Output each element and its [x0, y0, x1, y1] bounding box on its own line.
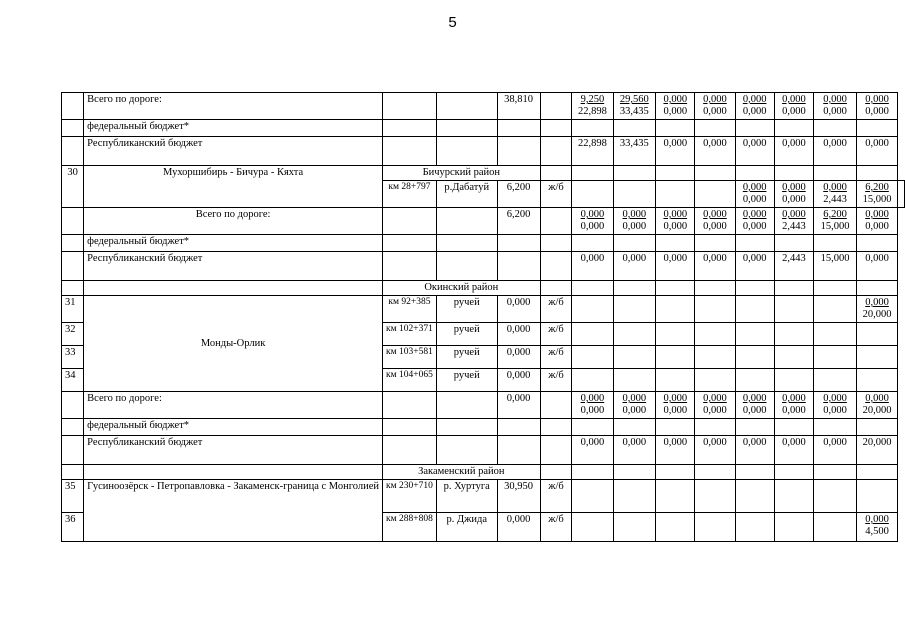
table-cell: [774, 513, 813, 542]
federal-budget-label: федеральный бюджет*: [84, 120, 383, 137]
value-cell: 0,000 20,000: [857, 392, 898, 419]
table-cell: [613, 296, 656, 323]
table-cell: [436, 419, 497, 436]
object-cell: ручей: [436, 296, 497, 323]
length-cell: 0,000: [497, 323, 540, 346]
table-cell: [572, 281, 613, 296]
table-cell: [540, 252, 572, 281]
value-cell: 0,000 0,000: [857, 93, 898, 120]
table-cell: [383, 436, 437, 465]
value-cell: 0,000 0,000: [695, 93, 735, 120]
value-cell: 0,000 0,000: [814, 392, 857, 419]
table-cell: [540, 281, 572, 296]
table-cell: [656, 281, 695, 296]
table-cell: [540, 436, 572, 465]
km-cell: км 288+808: [383, 513, 437, 542]
row-number: 34: [62, 369, 84, 392]
value-cell: 0,000: [814, 436, 857, 465]
total-road-label: Всего по дороге:: [84, 93, 383, 120]
table-cell: [84, 465, 383, 480]
table-cell: [774, 369, 813, 392]
value-cell: 0,000: [613, 436, 656, 465]
republic-budget-label: Республиканский бюджет: [84, 252, 383, 281]
table-cell: [62, 93, 84, 120]
table-cell: [857, 480, 898, 513]
district-heading: Окинский район: [383, 281, 541, 296]
table-cell: [735, 480, 774, 513]
row-number: 35: [62, 480, 84, 513]
table-cell: [436, 235, 497, 252]
value-cell: 0,000: [735, 436, 774, 465]
type-cell: ж/б: [540, 296, 572, 323]
table-cell: [814, 480, 857, 513]
value-cell: 0,000: [735, 252, 774, 281]
length-cell: 0,000: [497, 346, 540, 369]
district-row: [62, 281, 905, 296]
value-cell: 0,000: [735, 137, 774, 166]
table-cell: [656, 296, 695, 323]
table-cell: [572, 513, 613, 542]
table-cell: [735, 166, 774, 181]
value-cell: 0,000 0,000: [572, 392, 613, 419]
table-cell: [572, 346, 613, 369]
table-cell: [656, 181, 695, 208]
table-cell: [898, 181, 905, 208]
table-cell: [774, 235, 813, 252]
table-cell: [62, 436, 84, 465]
table-cell: [695, 281, 735, 296]
value-cell: 22,898: [572, 137, 613, 166]
value-cell: 0,000 0,000: [814, 93, 857, 120]
table-cell: [857, 166, 898, 181]
table-cell: [62, 465, 84, 480]
table-cell: [383, 392, 437, 419]
value-cell: 0,000 20,000: [857, 296, 898, 323]
value-cell: 0,000 0,000: [857, 208, 898, 235]
table-cell: [735, 419, 774, 436]
value-cell: 0,000: [814, 137, 857, 166]
table-cell: [572, 120, 613, 137]
table-cell: [695, 296, 735, 323]
table-cell: [695, 465, 735, 480]
object-cell: р. Джида: [436, 513, 497, 542]
value-cell: 0,000 0,000: [774, 93, 813, 120]
table-cell: [540, 235, 572, 252]
table-cell: [814, 465, 857, 480]
value-cell: 0,000: [572, 436, 613, 465]
length-cell: 0,000: [497, 369, 540, 392]
row-number: 36: [62, 513, 84, 542]
table-cell: [695, 369, 735, 392]
table-cell: [613, 480, 656, 513]
table-cell: [774, 166, 813, 181]
table-row: [62, 252, 905, 281]
value-cell: 0,000: [695, 252, 735, 281]
type-cell: ж/б: [540, 513, 572, 542]
table-row: [62, 235, 905, 252]
table-cell: [656, 419, 695, 436]
value-cell: 6,200 15,000: [814, 208, 857, 235]
length-cell: 30,950: [497, 480, 540, 513]
table-cell: [540, 392, 572, 419]
type-cell: ж/б: [540, 181, 572, 208]
table-cell: [497, 436, 540, 465]
value-cell: 0,000: [656, 252, 695, 281]
object-cell: р. Хуртуга: [436, 480, 497, 513]
table-cell: [540, 120, 572, 137]
value-cell: 0,000: [774, 137, 813, 166]
value-cell: 0,000 0,000: [735, 392, 774, 419]
table-row: [62, 120, 905, 137]
page-number: 5: [448, 14, 457, 31]
table-cell: [814, 513, 857, 542]
table-cell: [774, 296, 813, 323]
table-cell: [383, 419, 437, 436]
table-cell: [62, 137, 84, 166]
road-name: Монды-Орлик: [84, 296, 383, 392]
table-cell: [814, 346, 857, 369]
table-cell: [436, 436, 497, 465]
table-cell: [497, 252, 540, 281]
table-cell: [656, 235, 695, 252]
value-cell: 0,000 0,000: [774, 181, 813, 208]
value-cell: 0,000 0,000: [613, 208, 656, 235]
table-cell: [735, 235, 774, 252]
table-cell: [774, 120, 813, 137]
republic-budget-label: Республиканский бюджет: [84, 436, 383, 465]
row-number: 30: [62, 166, 84, 208]
row-number: 32: [62, 323, 84, 346]
value-cell: 0,000 0,000: [656, 208, 695, 235]
object-cell: ручей: [436, 323, 497, 346]
km-cell: км 104+065: [383, 369, 437, 392]
table-cell: [436, 252, 497, 281]
table-cell: [695, 419, 735, 436]
road-name: Гусиноозёрск - Петропавловка - Закаменск-граница с Монголией: [84, 480, 383, 542]
value-cell: 0,000: [656, 436, 695, 465]
table-cell: [857, 465, 898, 480]
table-row: [62, 480, 905, 513]
table-cell: [540, 93, 572, 120]
table-cell: [857, 235, 898, 252]
table-cell: [695, 323, 735, 346]
table-cell: [62, 392, 84, 419]
value-cell: 0,000 0,000: [735, 181, 774, 208]
table-cell: [814, 369, 857, 392]
object-cell: ручей: [436, 369, 497, 392]
table-cell: [613, 181, 656, 208]
table-cell: [814, 296, 857, 323]
value-cell: 0,000: [774, 436, 813, 465]
value-cell: 0,000 0,000: [656, 392, 695, 419]
table-cell: [540, 166, 572, 181]
table-cell: [814, 120, 857, 137]
table-cell: [735, 346, 774, 369]
table-cell: [814, 419, 857, 436]
table-cell: [656, 323, 695, 346]
value-cell: 6,200 15,000: [857, 181, 898, 208]
object-cell: р.Дабатуй: [436, 181, 497, 208]
road-name: Мухоршибирь - Бичура - Кяхта: [84, 166, 383, 208]
row-number: 33: [62, 346, 84, 369]
table-cell: [857, 369, 898, 392]
table-cell: [540, 419, 572, 436]
table-cell: [695, 346, 735, 369]
table-cell: [540, 208, 572, 235]
table-cell: [613, 120, 656, 137]
table-cell: [383, 137, 437, 166]
table-cell: [656, 369, 695, 392]
value-cell: 9,250 22,898: [572, 93, 613, 120]
table-cell: [735, 465, 774, 480]
value-cell: 0,000 4,500: [857, 513, 898, 542]
table-cell: [695, 120, 735, 137]
table-cell: [383, 252, 437, 281]
table-row: [62, 436, 905, 465]
federal-budget-label: федеральный бюджет*: [84, 235, 383, 252]
table-cell: [62, 252, 84, 281]
value-cell: 29,560 33,435: [613, 93, 656, 120]
table-cell: [656, 346, 695, 369]
table-row: [62, 93, 905, 120]
table-cell: [774, 419, 813, 436]
value-cell: 0,000: [695, 137, 735, 166]
value-cell: 20,000: [857, 436, 898, 465]
table-cell: [613, 419, 656, 436]
table-cell: [62, 419, 84, 436]
table-cell: [84, 281, 383, 296]
table-cell: [572, 419, 613, 436]
table-cell: [383, 93, 437, 120]
table-row: [62, 392, 905, 419]
table-cell: [695, 235, 735, 252]
table-cell: [62, 120, 84, 137]
table-cell: [857, 120, 898, 137]
length-cell: 0,000: [497, 392, 540, 419]
value-cell: 0,000 0,000: [735, 208, 774, 235]
district-row: [62, 166, 905, 181]
total-road-label: Всего по дороге:: [84, 392, 383, 419]
table-cell: [436, 137, 497, 166]
row-number: 31: [62, 296, 84, 323]
table-cell: [814, 166, 857, 181]
table-cell: [497, 235, 540, 252]
km-cell: км 28+797: [383, 181, 437, 208]
table-cell: [383, 120, 437, 137]
table-cell: [735, 323, 774, 346]
republic-budget-label: Республиканский бюджет: [84, 137, 383, 166]
table-cell: [572, 166, 613, 181]
table-cell: [774, 323, 813, 346]
table-cell: [572, 235, 613, 252]
table-cell: [572, 323, 613, 346]
table-cell: [572, 181, 613, 208]
table-cell: [436, 208, 497, 235]
value-cell: 0,000 0,000: [735, 93, 774, 120]
table-cell: [735, 296, 774, 323]
length-cell: 0,000: [497, 513, 540, 542]
table-cell: [656, 120, 695, 137]
type-cell: ж/б: [540, 346, 572, 369]
table-cell: [613, 369, 656, 392]
table-row: [62, 419, 905, 436]
value-cell: 0,000: [857, 252, 898, 281]
km-cell: км 103+581: [383, 346, 437, 369]
table-cell: [857, 419, 898, 436]
table-cell: [383, 235, 437, 252]
table-cell: [857, 346, 898, 369]
type-cell: ж/б: [540, 323, 572, 346]
table-cell: [735, 281, 774, 296]
table-cell: [695, 513, 735, 542]
value-cell: 0,000: [857, 137, 898, 166]
value-cell: 0,000 2,443: [814, 181, 857, 208]
table-cell: [613, 281, 656, 296]
value-cell: 0,000: [613, 252, 656, 281]
table-cell: [613, 513, 656, 542]
value-cell: 0,000: [572, 252, 613, 281]
km-cell: км 102+371: [383, 323, 437, 346]
value-cell: 33,435: [613, 137, 656, 166]
length-cell: 6,200: [497, 181, 540, 208]
table-cell: [774, 346, 813, 369]
table-cell: [62, 208, 84, 235]
table-cell: [695, 181, 735, 208]
table-cell: [62, 235, 84, 252]
table-cell: [436, 392, 497, 419]
length-cell: 0,000: [497, 296, 540, 323]
value-cell: 2,443: [774, 252, 813, 281]
table-cell: [383, 208, 437, 235]
district-row: [62, 465, 905, 480]
table-cell: [497, 137, 540, 166]
table-cell: [814, 281, 857, 296]
value-cell: 0,000 0,000: [613, 392, 656, 419]
table-cell: [857, 281, 898, 296]
length-cell: 6,200: [497, 208, 540, 235]
table-cell: [814, 235, 857, 252]
table-cell: [774, 465, 813, 480]
table-cell: [613, 323, 656, 346]
table-cell: [572, 465, 613, 480]
table-cell: [497, 419, 540, 436]
table-cell: [857, 323, 898, 346]
value-cell: 0,000: [695, 436, 735, 465]
table-cell: [436, 93, 497, 120]
type-cell: ж/б: [540, 369, 572, 392]
table-cell: [774, 480, 813, 513]
km-cell: км 230+710: [383, 480, 437, 513]
district-heading: Закаменский район: [383, 465, 541, 480]
table-cell: [774, 281, 813, 296]
table-cell: [735, 369, 774, 392]
table-cell: [62, 281, 84, 296]
table-cell: [735, 120, 774, 137]
value-cell: 15,000: [814, 252, 857, 281]
table-row: [62, 208, 905, 235]
total-road-label: Всего по дороге:: [84, 208, 383, 235]
value-cell: 0,000 0,000: [572, 208, 613, 235]
table-cell: [695, 166, 735, 181]
value-cell: 0,000 2,443: [774, 208, 813, 235]
value-cell: 0,000 0,000: [774, 392, 813, 419]
value-cell: 0,000 0,000: [656, 93, 695, 120]
table-cell: [613, 465, 656, 480]
table-cell: [572, 480, 613, 513]
table-cell: [613, 235, 656, 252]
value-cell: 0,000: [656, 137, 695, 166]
district-heading: Бичурский район: [383, 166, 541, 181]
length-cell: 38,810: [497, 93, 540, 120]
table-cell: [656, 513, 695, 542]
table-cell: [436, 120, 497, 137]
table-row: [62, 137, 905, 166]
table-cell: [540, 137, 572, 166]
value-cell: 0,000 0,000: [695, 392, 735, 419]
table-cell: [497, 120, 540, 137]
km-cell: км 92+385: [383, 296, 437, 323]
table-cell: [814, 323, 857, 346]
object-cell: ручей: [436, 346, 497, 369]
value-cell: 0,000 0,000: [695, 208, 735, 235]
table-cell: [613, 166, 656, 181]
table-cell: [735, 513, 774, 542]
table-cell: [656, 166, 695, 181]
table-cell: [656, 480, 695, 513]
table-cell: [656, 465, 695, 480]
table-cell: [695, 480, 735, 513]
table-cell: [572, 369, 613, 392]
table-cell: [613, 346, 656, 369]
federal-budget-label: федеральный бюджет*: [84, 419, 383, 436]
table-cell: [572, 296, 613, 323]
budget-table: [61, 92, 905, 542]
table-row: [62, 296, 905, 323]
type-cell: ж/б: [540, 480, 572, 513]
table-cell: [540, 465, 572, 480]
